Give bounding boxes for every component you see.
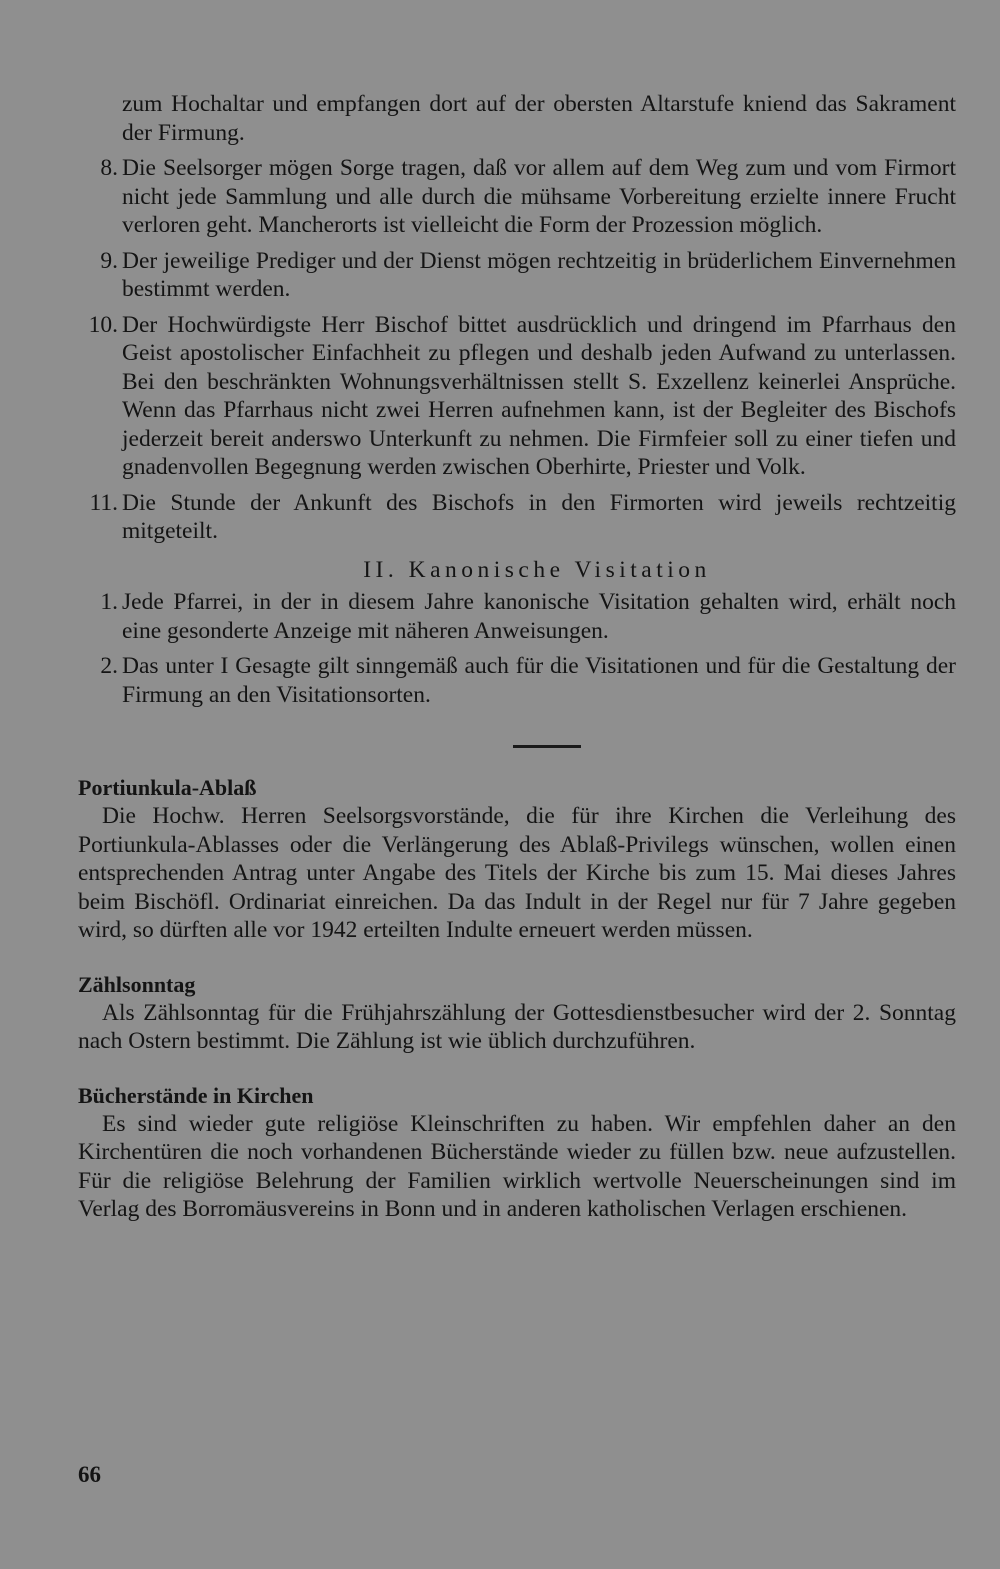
portiunkula-section: [78, 774, 956, 945]
section-paragraph: Es sind wieder gute religiöse Kleinschriften zu haben. Wir empfehlen daher an den Kirchentüren die noch vorhandenen Bücherstände wieder zu füllen bzw. neue aufzustellen. Für die religiöse Belehrung der Familien wirklich wertvolle Neuerscheinungen sind im Verlag des Borromäusvereins in Bonn und in anderen katholischen Verlagen erschienen.: [78, 1110, 956, 1222]
continuation-text: zum Hochaltar und empfangen dort auf der obersten Altarstufe kniend das Sakrament der Firmung.: [122, 91, 956, 146]
page-number: 66: [78, 1462, 101, 1487]
item-number: 2.: [100, 653, 118, 679]
section-paragraph: Die Hochw. Herren Seelsorgsvorstände, die für ihre Kirchen die Verleihung des Portiunkula-Ablasses oder die Verlängerung des Ablaß-Privilegs wünschen, wollen einen entsprechenden Antrag unter Angabe des Titels der Kirche bis zum 15. Mai dieses Jahres beim Bischöfl. Ordinariat einreichen. Da das Indult in der Regel nur für 7 Jahre gegeben wird, so dürften alle vor 1942 erteilten Indulte erneuert werden müssen.: [78, 803, 956, 943]
list-item-II-1: [78, 588, 956, 645]
item-text: Jede Pfarrei, in der in diesem Jahre kanonische Visitation gehalten wird, erhält noch eine gesonderte Anzeige mit näheren Anweisungen.: [122, 589, 956, 644]
section-heading: Zählsonntag: [78, 971, 196, 997]
item-number: 10.: [88, 311, 118, 338]
list-item-II-2: [78, 652, 956, 709]
item-text: Das unter I Gesagte gilt sinngemäß auch für die Visitationen und für die Gestaltung der Firmung an den Visitationsorten.: [122, 653, 956, 708]
section-heading: Bücherstände in Kirchen: [78, 1082, 314, 1108]
buecherstaende-section: [78, 1082, 956, 1224]
item-text: Die Stunde der Ankunft des Bischofs in den Firmorten wird jeweils rechtzeitig mitgeteilt.: [122, 489, 956, 544]
section-heading: Portiunkula-Ablaß: [78, 775, 257, 800]
list-item-10: [78, 311, 956, 482]
section-title: II. Kanonische Visitation: [363, 556, 711, 583]
item-number: 9.: [100, 247, 118, 274]
item-text: Die Seelsorger mögen Sorge tragen, daß vor allem auf dem Weg zum und vom Firmort nicht jede Sammlung und alle durch die mühsame Vorbereitung erzielte innere Frucht verloren geht. Mancherorts ist vielleicht die Form der Prozession möglich.: [122, 155, 956, 238]
document-page: [78, 90, 956, 1224]
section-paragraph: Als Zählsonntag für die Frühjahrszählung der Gottesdienstbesucher wird der 2. Sonntag nach Ostern bestimmt. Die Zählung ist wie üblich durchzuführen.: [78, 999, 956, 1054]
section-divider: [513, 745, 581, 748]
item-number: 8.: [100, 155, 118, 181]
item-text: Der jeweilige Prediger und der Dienst mögen rechtzeitig in brüderlichem Einvernehmen bestimmt werden.: [122, 247, 956, 302]
list-item-9: [78, 247, 956, 304]
item-text: Der Hochwürdigste Herr Bischof bittet ausdrücklich und dringend im Pfarrhaus den Geist apostolischer Einfachheit zu pflegen und deshalb jeden Aufwand zu unterlassen. Bei den beschränkten Wohnungsverhältnissen stellt S. Exzellenz keinerlei Ansprüche. Wenn das Pfarrhaus nicht zwei Herren aufnehmen kann, ist der Begleiter des Bischofs jederzeit bereit anderswo Unterkunft zu nehmen. Die Firmfeier soll zu einer tiefen und gnadenvollen Begegnung werden zwischen Oberhirte, Priester und Volk.: [122, 311, 956, 480]
item-number: 11.: [89, 489, 118, 516]
list-item-8: [78, 154, 956, 240]
item-number: 1.: [100, 589, 118, 615]
zaehlsonntag-section: [78, 971, 956, 1056]
list-item-11: [78, 489, 956, 546]
